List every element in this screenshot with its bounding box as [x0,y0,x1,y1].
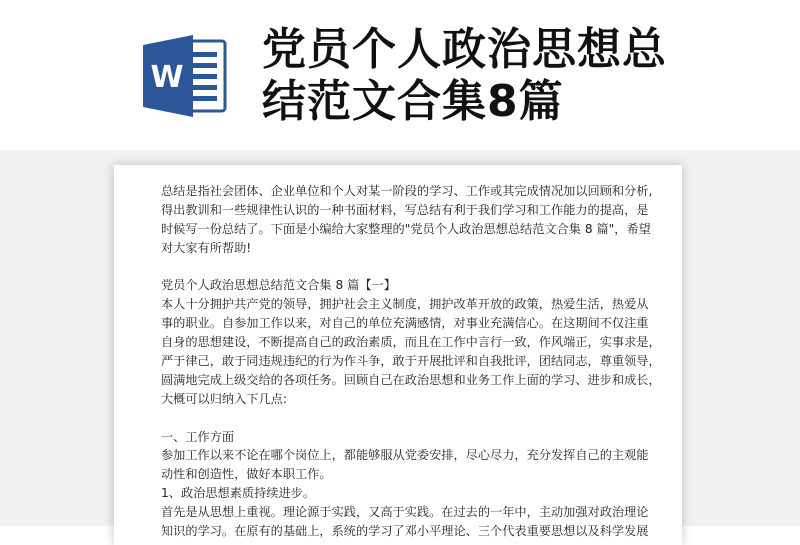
section-line: 自身的思想建设，不断提高自己的政治素质，而且在工作中言行一致，作风端正，实事求是， [161,335,661,350]
intro-line: 时候写一份总结了。下面是小编给大家整理的"党员个人政治思想总结范文合集 8 篇"，希望 [161,221,651,236]
sub-line: 知识的学习。在原有的基础上，系统的学习了邓小平理论、三个代表重要思想以及科学发展 [161,524,649,539]
title-line-1: 党员个人政治思想总 [262,24,667,75]
section-line: 事的职业。自参加工作以来，对自己的单位充满感情，对事业充满信心。在这期间不仅注重 [161,316,649,331]
section-line: 圆满地完成上级交给的各项任务。回顾自己在政治思想和业务工作上面的学习、进步和成长， [161,372,661,387]
sub-heading: 1、政治思想素质持续进步。 [161,486,316,501]
section-line: 大概可以归纳入下几点: [161,391,287,406]
document-page [114,165,682,545]
blank-line [161,409,641,428]
section-title: 党员个人政治思想总结范文合集 8 篇【一】 [161,278,396,293]
intro-line: 得出教训和一些规律性认识的一种书面材料，写总结有利于我们学习和工作能力的提高，是 [161,202,649,217]
part-heading: 一、工作方面 [161,429,235,444]
blank-line [161,258,641,277]
title-line-2: 结范文合集8篇 [262,76,564,127]
part-line: 参加工作以来不论在哪个岗位上，都能够服从党委安排，尽心尽力，充分发挥自己的主观能 [161,448,649,463]
page-title [262,24,782,128]
section-line: 严于律己，敢于同违规违纪的行为作斗争，敢于开展批评和自我批评，团结同志，尊重领导， [161,354,661,369]
intro-line: 总结是指社会团体、企业单位和个人对某一阶段的学习、工作或其完成情况加以回顾和分析, [161,184,653,198]
sub-line: 首先是从思想上重视。理论源于实践，又高于实践。在过去的一年中，主动加强对政治理论 [161,505,649,520]
word-document-icon [143,35,227,117]
intro-line: 对大家有所帮助! [161,240,252,255]
section-line: 本人十分拥护共产党的领导，拥护社会主义制度，拥护改革开放的政策，热爱生活，热爱从 [161,297,649,312]
part-line: 动性和创造性，做好本职工作。 [161,467,332,482]
document-body [161,182,661,541]
svg-text:W: W [150,60,184,95]
